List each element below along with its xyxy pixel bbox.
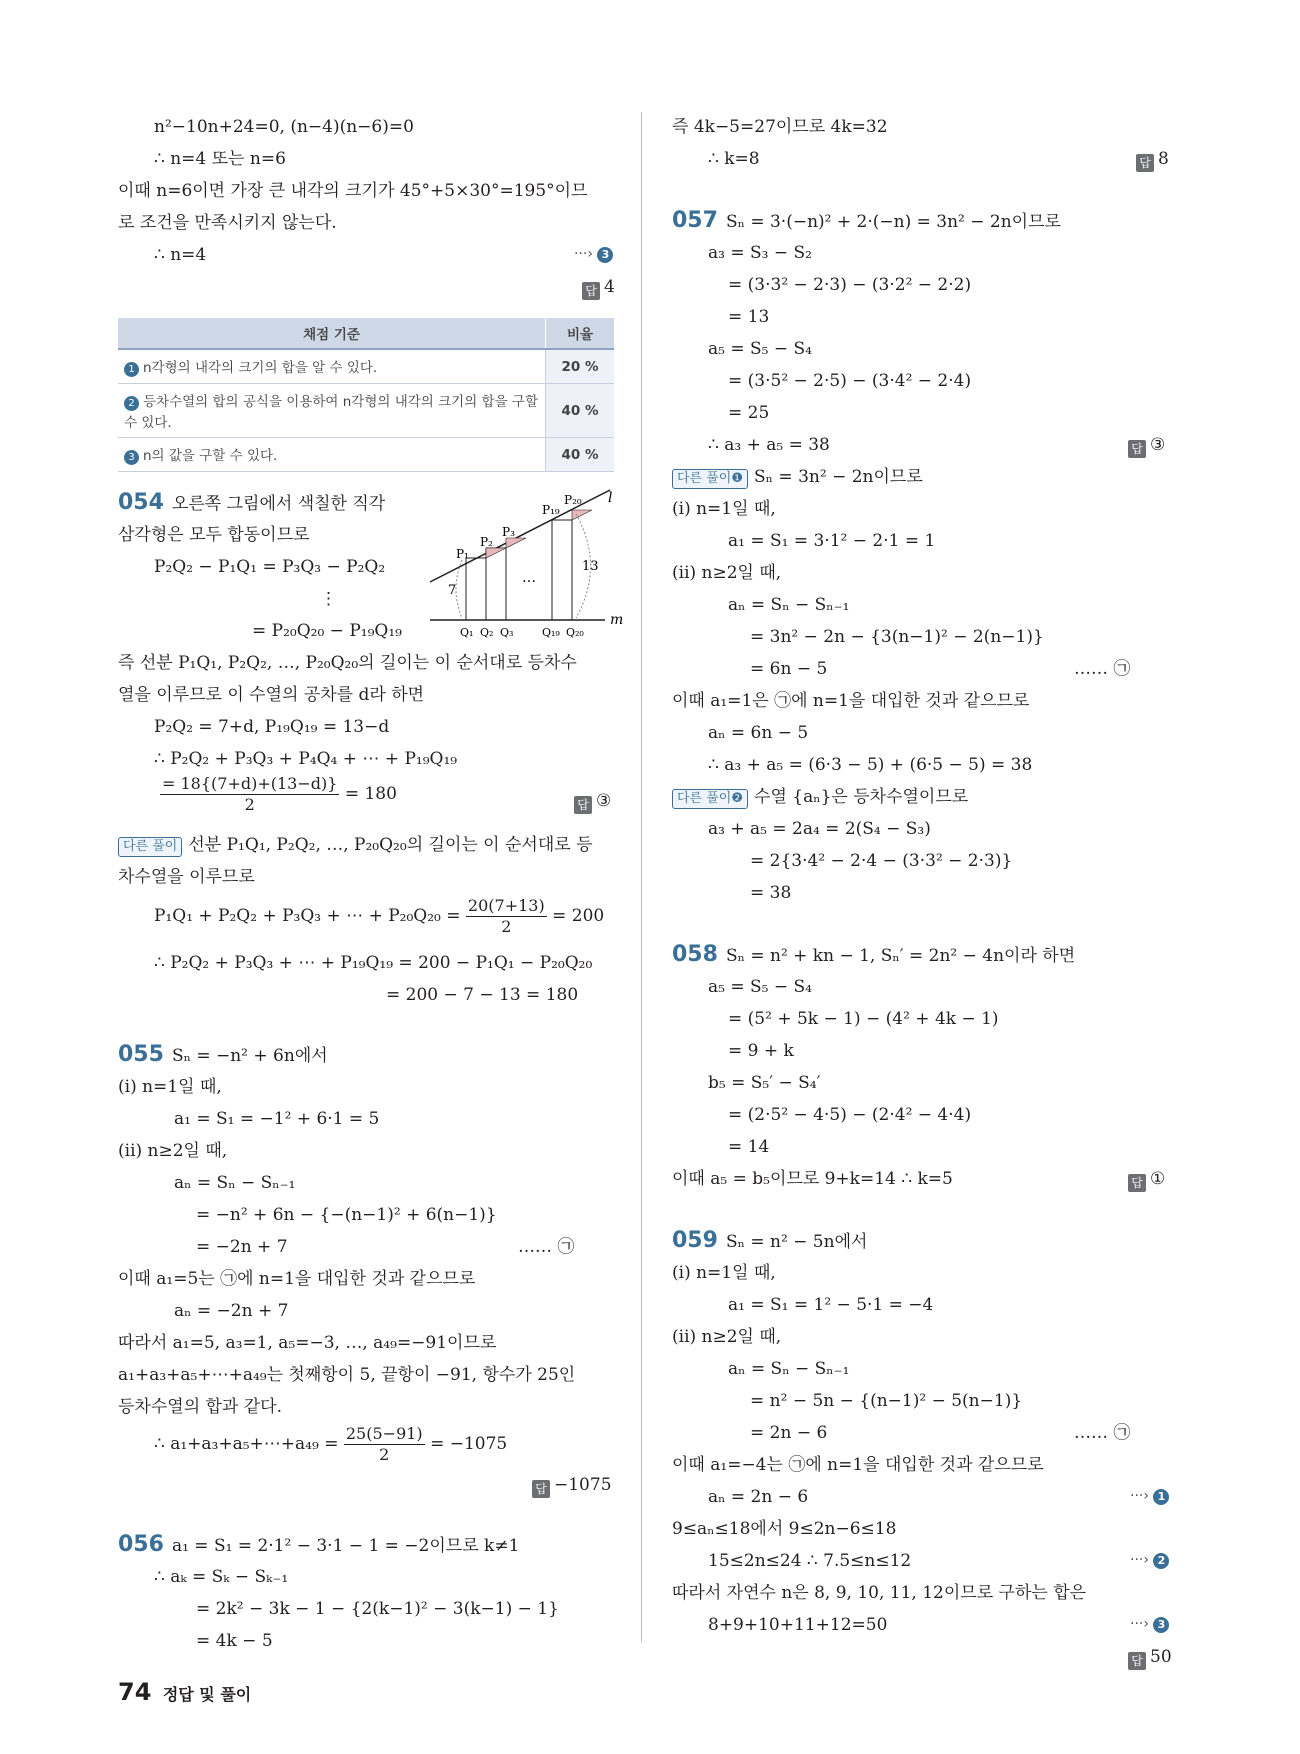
answer-054 <box>574 790 611 814</box>
denominator: 2 <box>244 795 255 814</box>
criteria-pct: 20 % <box>546 349 615 384</box>
grading-header-ratio: 비율 <box>546 318 615 349</box>
triangle-19 <box>572 510 592 520</box>
criteria-text: 등차수열의 합의 공식을 이용하여 n각형의 내각의 크기의 합을 구할 수 있다. <box>124 394 538 431</box>
sum-lhs: P₁Q₁ + P₂Q₂ + P₃Q₃ + ⋯ + P₂₀Q₂₀ = <box>154 906 461 926</box>
eq-line: ∴ a₃ + a₅ = 38 <box>708 435 830 455</box>
result: = −1075 <box>430 1434 508 1454</box>
text-line: (i) n=1일 때, <box>672 1263 776 1283</box>
answer-value: 50 <box>1150 1647 1172 1667</box>
step-number: 2 <box>1153 1553 1169 1569</box>
text-line: Sₙ = 3·(−n)² + 2·(−n) = 3n² − 2n이므로 <box>725 212 1061 232</box>
eq-line: ∴ P₂Q₂ + P₃Q₃ + P₄Q₄ + ⋯ + P₁₉Q₁₉ <box>154 749 458 769</box>
label-7: 7 <box>448 583 457 598</box>
result: = 200 <box>552 906 605 926</box>
equation-mark: …… ㉠ <box>1074 659 1131 679</box>
answer-icon: 답 <box>1128 440 1146 458</box>
eq-line: aₙ = −2n + 7 <box>174 1301 289 1321</box>
eq-line: = (3·5² − 2·5) − (3·4² − 2·4) <box>728 371 972 391</box>
table-row <box>118 349 614 384</box>
eq-line: = 38 <box>750 883 792 903</box>
eq-line: a₅ = S₅ − S₄ <box>708 339 812 359</box>
step-number: 3 <box>597 247 613 263</box>
text-line: Sₙ = n² − 5n에서 <box>725 1232 868 1252</box>
eq-line: = −n² + 6n − {−(n−1)² + 6(n−1)} <box>196 1205 497 1225</box>
fraction <box>344 1424 425 1465</box>
page-number: 74 <box>118 1678 152 1706</box>
answer-053 <box>582 276 615 300</box>
answer-icon: 답 <box>1136 154 1154 172</box>
footer-title: 정답 및 풀이 <box>162 1685 252 1704</box>
denominator: 2 <box>379 1445 390 1464</box>
problem-number: 054 <box>118 490 164 515</box>
problem-number: 059 <box>672 1228 718 1253</box>
text-line: 따라서 a₁=5, a₃=1, a₅=−3, …, a₄₉=−91이므로 <box>118 1333 497 1353</box>
eq-line: a₅ = S₅ − S₄ <box>708 977 812 997</box>
problem-number: 058 <box>672 942 718 967</box>
alt-solution-tag: 다른 풀이❷ <box>672 789 748 809</box>
text-line: 이때 a₅ = b₅이므로 9+k=14 ∴ k=5 <box>672 1169 953 1189</box>
eq-line: = 2{3·4² − 2·4 − (3·3² − 2·3)} <box>750 851 1013 871</box>
answer-value: 8 <box>1158 149 1169 169</box>
eq-line: ∴ P₂Q₂ + P₃Q₃ + ⋯ + P₁₉Q₁₉ = 200 − P₁Q₁ − P₂₀Q₂₀ <box>154 953 593 973</box>
text-line: 즉 4k−5=27이므로 4k=32 <box>672 117 888 137</box>
text-line: Sₙ = 3n² − 2n이므로 <box>754 467 923 487</box>
answer-value: ① <box>1150 1169 1166 1189</box>
text-line: 선분 P₁Q₁, P₂Q₂, …, P₂₀Q₂₀의 길이는 이 순서대로 등 <box>188 835 593 855</box>
text-line: 이때 a₁=5는 ㉠에 n=1을 대입한 것과 같으므로 <box>118 1269 476 1289</box>
problem-number: 056 <box>118 1532 164 1557</box>
eq-line: aₙ = Sₙ − Sₙ₋₁ <box>728 1359 850 1379</box>
text-line: 이때 a₁=−4는 ㉠에 n=1을 대입한 것과 같으므로 <box>672 1455 1044 1475</box>
label-p1: P₁ <box>456 547 469 561</box>
eq-line: = 2n − 6 <box>750 1423 828 1443</box>
eq-line: = 4k − 5 <box>196 1631 273 1651</box>
step-marker: ···› 3 <box>1130 1616 1169 1633</box>
fraction-eq <box>118 896 604 937</box>
label-q19: Q₁₉ <box>542 626 560 639</box>
eq-line: = (5² + 5k − 1) − (4² + 4k − 1) <box>728 1009 999 1029</box>
eq-line: aₙ = Sₙ − Sₙ₋₁ <box>728 595 850 615</box>
criteria-pct: 40 % <box>546 384 615 438</box>
step-marker: ···› 2 <box>1130 1552 1169 1569</box>
eq-line: ∴ k=8 <box>708 149 760 169</box>
fraction-eq <box>160 774 397 815</box>
eq-line: = P₂₀Q₂₀ − P₁₉Q₁₉ <box>252 621 402 641</box>
label-p19: P₁₉ <box>542 503 560 517</box>
text-line: 이때 n=6이면 가장 큰 내각의 크기가 45°+5×30°=195°이므 <box>118 181 588 201</box>
answer-value: 4 <box>604 277 615 297</box>
eq-line: = 13 <box>728 307 770 327</box>
eq-line: = 3n² − 2n − {3(n−1)² − 2(n−1)} <box>750 627 1044 647</box>
label-p20: P₂₀ <box>564 493 582 507</box>
grading-table <box>118 318 614 472</box>
text-line: 삼각형은 모두 합동이므로 <box>118 525 310 545</box>
problem-number: 055 <box>118 1042 164 1067</box>
label-q3: Q₃ <box>500 626 514 639</box>
text-line: a₁+a₃+a₅+⋯+a₄₉는 첫째항이 5, 끝항이 −91, 항수가 25인 <box>118 1365 576 1385</box>
eq-line: = (3·3² − 2·3) − (3·2² − 2·2) <box>728 275 972 295</box>
numerator: = 18{(7+d)+(13−d)} <box>162 774 338 793</box>
label-dots: … <box>522 570 536 586</box>
label-13: 13 <box>582 559 599 574</box>
answer-value: ③ <box>596 791 612 811</box>
eq-line: = (2·5² − 4·5) − (2·4² − 4·4) <box>728 1105 972 1125</box>
problem-057-header <box>672 210 1061 233</box>
eq-line: = n² − 5n − {(n−1)² − 5(n−1)} <box>750 1391 1023 1411</box>
text-line: (ii) n≥2일 때, <box>672 563 782 583</box>
problem-number: 057 <box>672 208 718 233</box>
eq-line: a₃ = S₃ − S₂ <box>708 243 812 263</box>
text-line: (i) n=1일 때, <box>672 499 776 519</box>
text-line: a₁ = S₁ = 2·1² − 3·1 − 1 = −2이므로 k≠1 <box>171 1536 520 1556</box>
fraction <box>466 896 547 937</box>
label-m: m <box>610 612 624 628</box>
text-line: Sₙ = −n² + 6n에서 <box>171 1046 328 1066</box>
text-line: 로 조건을 만족시키지 않는다. <box>118 213 337 233</box>
label-l: l <box>608 490 613 506</box>
eq-line: ∴ n=4 또는 n=6 <box>154 149 286 169</box>
problem-059-header <box>672 1230 867 1253</box>
result: = 180 <box>344 784 397 804</box>
eq-line: aₙ = Sₙ − Sₙ₋₁ <box>174 1173 296 1193</box>
text-line: Sₙ = n² + kn − 1, Sₙ′ = 2n² − 4n이라 하면 <box>725 946 1076 966</box>
step-number: 3 <box>1153 1617 1169 1633</box>
criteria-number-icon: 1 <box>124 362 139 377</box>
alt-solution-057-1 <box>672 466 923 489</box>
label-q2: Q₂ <box>480 626 494 639</box>
equation-mark: …… ㉠ <box>518 1237 575 1257</box>
label-p2: P₂ <box>480 535 493 549</box>
text-line: 이때 a₁=1은 ㉠에 n=1을 대입한 것과 같으므로 <box>672 691 1030 711</box>
rect-1 <box>466 558 486 620</box>
eq-line: ∴ aₖ = Sₖ − Sₖ₋₁ <box>154 1567 289 1587</box>
problem-056-header <box>118 1534 519 1557</box>
alt-solution-tag: 다른 풀이 <box>118 837 182 857</box>
step-marker: ···› 3 <box>574 246 613 263</box>
numerator: 25(5−91) <box>345 1424 423 1443</box>
criteria-text: n각형의 내각의 크기의 합을 알 수 있다. <box>143 360 378 376</box>
column-divider <box>641 112 642 1642</box>
answer-icon: 답 <box>1128 1652 1146 1670</box>
triangle-1 <box>486 548 506 558</box>
text-line: 차수열을 이루므로 <box>118 867 255 887</box>
text-line: (i) n=1일 때, <box>118 1077 222 1097</box>
text-line: 따라서 자연수 n은 8, 9, 10, 11, 12이므로 구하는 합은 <box>672 1583 1087 1603</box>
criteria-number-icon: 2 <box>124 396 139 411</box>
eq-line: a₁ = S₁ = 1² − 5·1 = −4 <box>728 1295 934 1315</box>
triangle-2 <box>506 538 526 548</box>
answer-058 <box>1128 1168 1165 1192</box>
alt-solution-057-2 <box>672 786 968 809</box>
eq-line: n²−10n+24=0, (n−4)(n−6)=0 <box>154 117 414 137</box>
denominator: 2 <box>501 917 512 936</box>
answer-055 <box>532 1474 612 1498</box>
numerator: 20(7+13) <box>467 896 545 915</box>
answer-icon: 답 <box>582 282 600 300</box>
equation-mark: …… ㉠ <box>1074 1423 1131 1443</box>
answer-value: −1075 <box>554 1475 612 1495</box>
answer-057 <box>1128 434 1165 458</box>
answer-icon: 답 <box>574 796 592 814</box>
step-number: 1 <box>1153 1489 1169 1505</box>
text-line: 9≤aₙ≤18에서 9≤2n−6≤18 <box>672 1519 897 1539</box>
label-q20: Q₂₀ <box>566 626 584 639</box>
eq-line: = 25 <box>728 403 770 423</box>
eq-line: a₃ + a₅ = 2a₄ = 2(S₄ − S₃) <box>708 819 931 839</box>
problem-058-header <box>672 944 1075 967</box>
criteria-number-icon: 3 <box>124 450 139 465</box>
figure-054 <box>430 490 624 640</box>
eq-line: aₙ = 6n − 5 <box>708 723 809 743</box>
fraction-eq <box>118 1424 507 1465</box>
eq-line: b₅ = S₅′ − S₄′ <box>708 1073 821 1093</box>
answer-056 <box>1136 148 1169 172</box>
eq-line: = 2k² − 3k − 1 − {2(k−1)² − 3(k−1) − 1} <box>196 1599 559 1619</box>
text-line: 등차수열의 합과 같다. <box>118 1397 283 1417</box>
text-line: 수열 {aₙ}은 등차수열이므로 <box>754 787 969 807</box>
eq-line: aₙ = 2n − 6 <box>708 1487 809 1507</box>
eq-line: = 14 <box>728 1137 770 1157</box>
problem-055-header <box>118 1044 328 1067</box>
table-row <box>118 438 614 472</box>
table-row <box>118 384 614 438</box>
text-line: (ii) n≥2일 때, <box>118 1141 228 1161</box>
eq-line: 8+9+10+11+12=50 <box>708 1615 888 1635</box>
eq-line: = 200 − 7 − 13 = 180 <box>386 985 579 1005</box>
eq-line: P₂Q₂ − P₁Q₁ = P₃Q₃ − P₂Q₂ <box>154 557 386 577</box>
label-q1: Q₁ <box>460 626 474 639</box>
answer-icon: 답 <box>1128 1174 1146 1192</box>
grading-header-criteria: 채점 기준 <box>118 318 546 349</box>
sum-lhs: ∴ a₁+a₃+a₅+⋯+a₄₉ = <box>154 1434 339 1454</box>
problem-054-header <box>118 492 385 515</box>
eq-line: = −2n + 7 <box>196 1237 288 1257</box>
answer-icon: 답 <box>532 1480 550 1498</box>
criteria-pct: 40 % <box>546 438 615 472</box>
label-p3: P₃ <box>502 525 515 539</box>
page-footer <box>118 1678 251 1706</box>
fraction <box>160 774 339 815</box>
answer-059 <box>1128 1646 1172 1670</box>
text-line: (ii) n≥2일 때, <box>672 1327 782 1347</box>
eq-line: a₁ = S₁ = −1² + 6·1 = 5 <box>174 1109 380 1129</box>
eq-line: = 9 + k <box>728 1041 794 1061</box>
vdots: ⋮ <box>320 589 337 609</box>
eq-line: ∴ n=4 <box>154 245 207 265</box>
eq-line: a₁ = S₁ = 3·1² − 2·1 = 1 <box>728 531 936 551</box>
rect-2 <box>486 548 506 620</box>
eq-line: ∴ a₃ + a₅ = (6·3 − 5) + (6·5 − 5) = 38 <box>708 755 1033 775</box>
alt-solution-tag: 다른 풀이❶ <box>672 469 748 489</box>
text-line: 오른쪽 그림에서 색칠한 직각 <box>171 494 386 514</box>
eq-line: = 6n − 5 <box>750 659 828 679</box>
criteria-text: n의 값을 구할 수 있다. <box>143 448 278 464</box>
answer-value: ③ <box>1150 435 1166 455</box>
eq-line: 15≤2n≤24 ∴ 7.5≤n≤12 <box>708 1551 912 1571</box>
rect-19 <box>552 520 572 620</box>
text-line: 열을 이루므로 이 수열의 공차를 d라 하면 <box>118 685 425 705</box>
alt-solution-054 <box>118 834 593 857</box>
step-marker: ···› 1 <box>1130 1488 1169 1505</box>
eq-line: P₂Q₂ = 7+d, P₁₉Q₁₉ = 13−d <box>154 717 390 737</box>
text-line: 즉 선분 P₁Q₁, P₂Q₂, …, P₂₀Q₂₀의 길이는 이 순서대로 등차수 <box>118 653 577 673</box>
